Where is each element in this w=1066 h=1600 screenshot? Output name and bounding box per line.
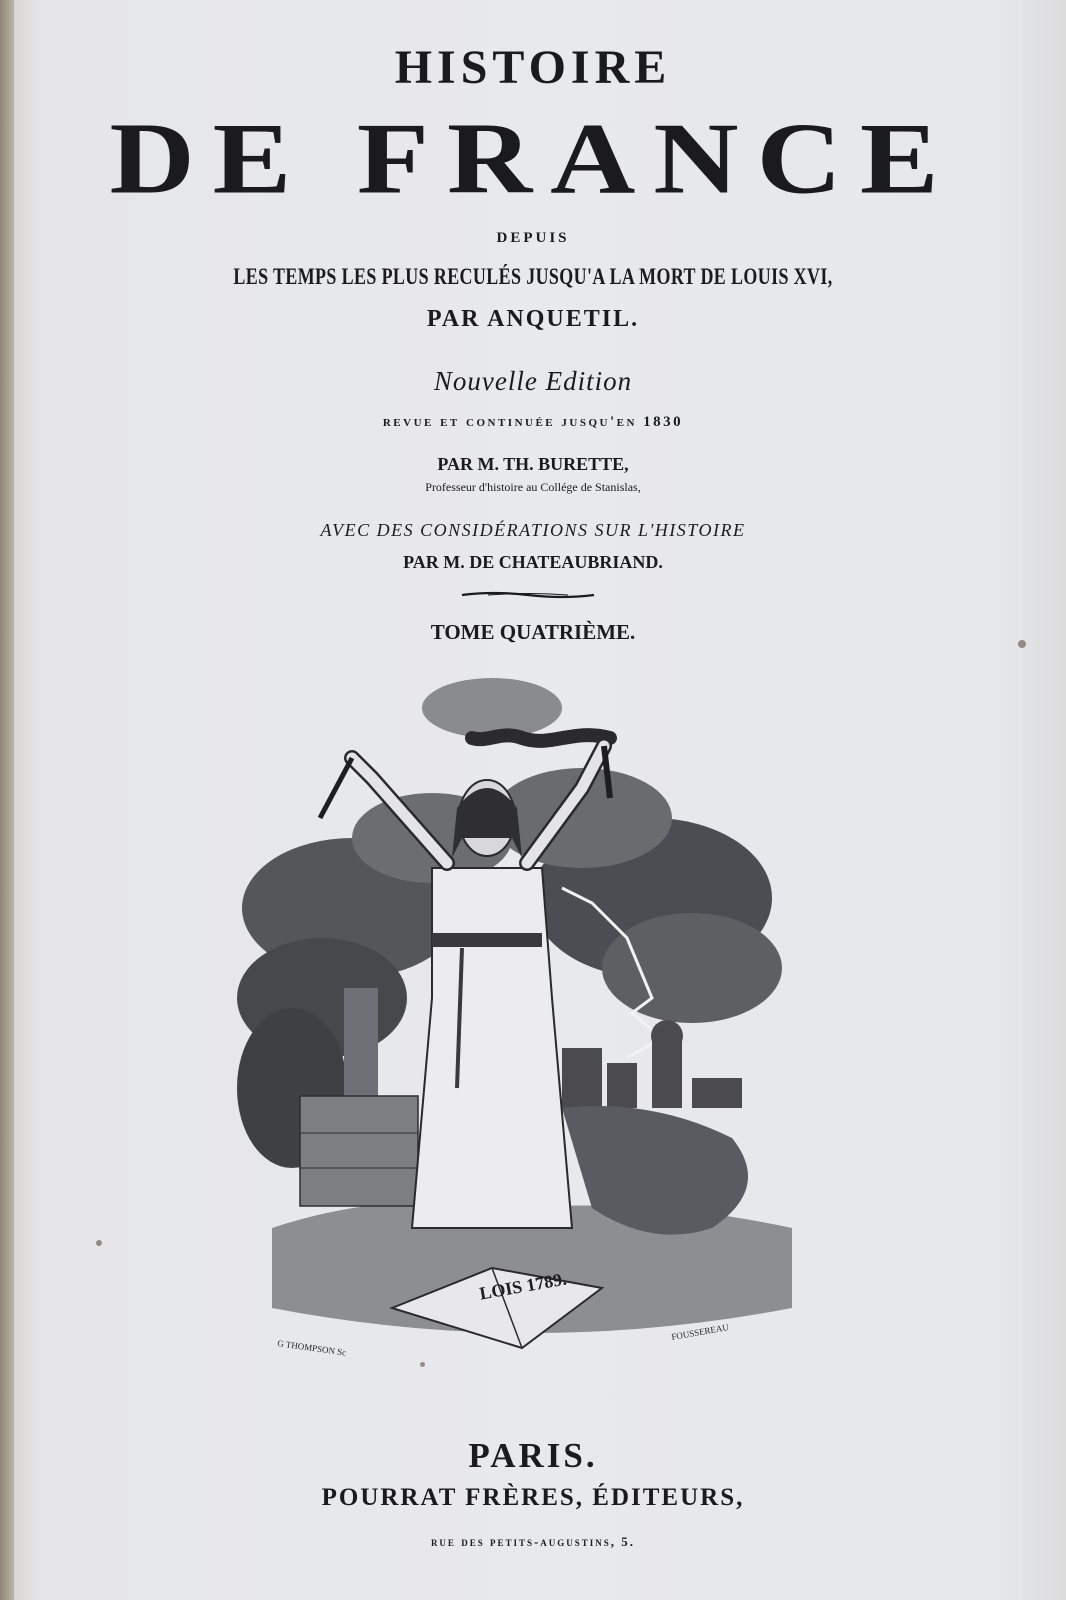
distant-city [562, 1020, 742, 1108]
torch-smoke [472, 735, 610, 741]
imprint-publisher: POURRAT FRÈRES, ÉDITEURS, [321, 1484, 745, 1511]
engraver-credit-right: FOUSSEREAU [670, 1322, 730, 1342]
volume-line: TOME QUATRIÈME. [430, 620, 636, 644]
revision-line: revue et continuée jusqu'en 1830 [382, 414, 684, 430]
edition-line: Nouvelle Edition [433, 366, 633, 396]
title-depuis: DEPUIS [496, 230, 570, 246]
engraved-vignette [232, 668, 812, 1378]
editor-line: PAR M. TH. BURETTE, [437, 454, 629, 474]
foxing-spot [420, 1362, 425, 1367]
author-line: PAR ANQUETIL. [426, 306, 640, 332]
book-inscription: LOIS 1789. [477, 1268, 569, 1304]
dagger [320, 758, 352, 818]
editor-title-line: Professeur d'histoire au Collége de Stanislas, [425, 480, 641, 494]
title-histoire: HISTOIRE [394, 41, 672, 94]
imprint-address: rue des petits-augustins, 5. [430, 1534, 636, 1549]
foxing-spot [1018, 640, 1026, 648]
title-de-france: DE FRANCE [109, 101, 957, 215]
considerations-author-line: PAR M. DE CHATEAUBRIAND. [403, 552, 663, 572]
considerations-line: AVEC DES CONSIDÉRATIONS SUR L'HISTOIRE [320, 520, 746, 540]
imprint-city: PARIS. [468, 1436, 598, 1475]
subtitle: LES TEMPS LES PLUS RECULÉS JUSQU'A LA MORT DE LOUIS XVI, [233, 264, 833, 289]
engraver-credit-left: G THOMPSON Sc [276, 1338, 347, 1358]
ornamental-rule [458, 590, 598, 600]
foxing-spot [96, 1240, 102, 1246]
